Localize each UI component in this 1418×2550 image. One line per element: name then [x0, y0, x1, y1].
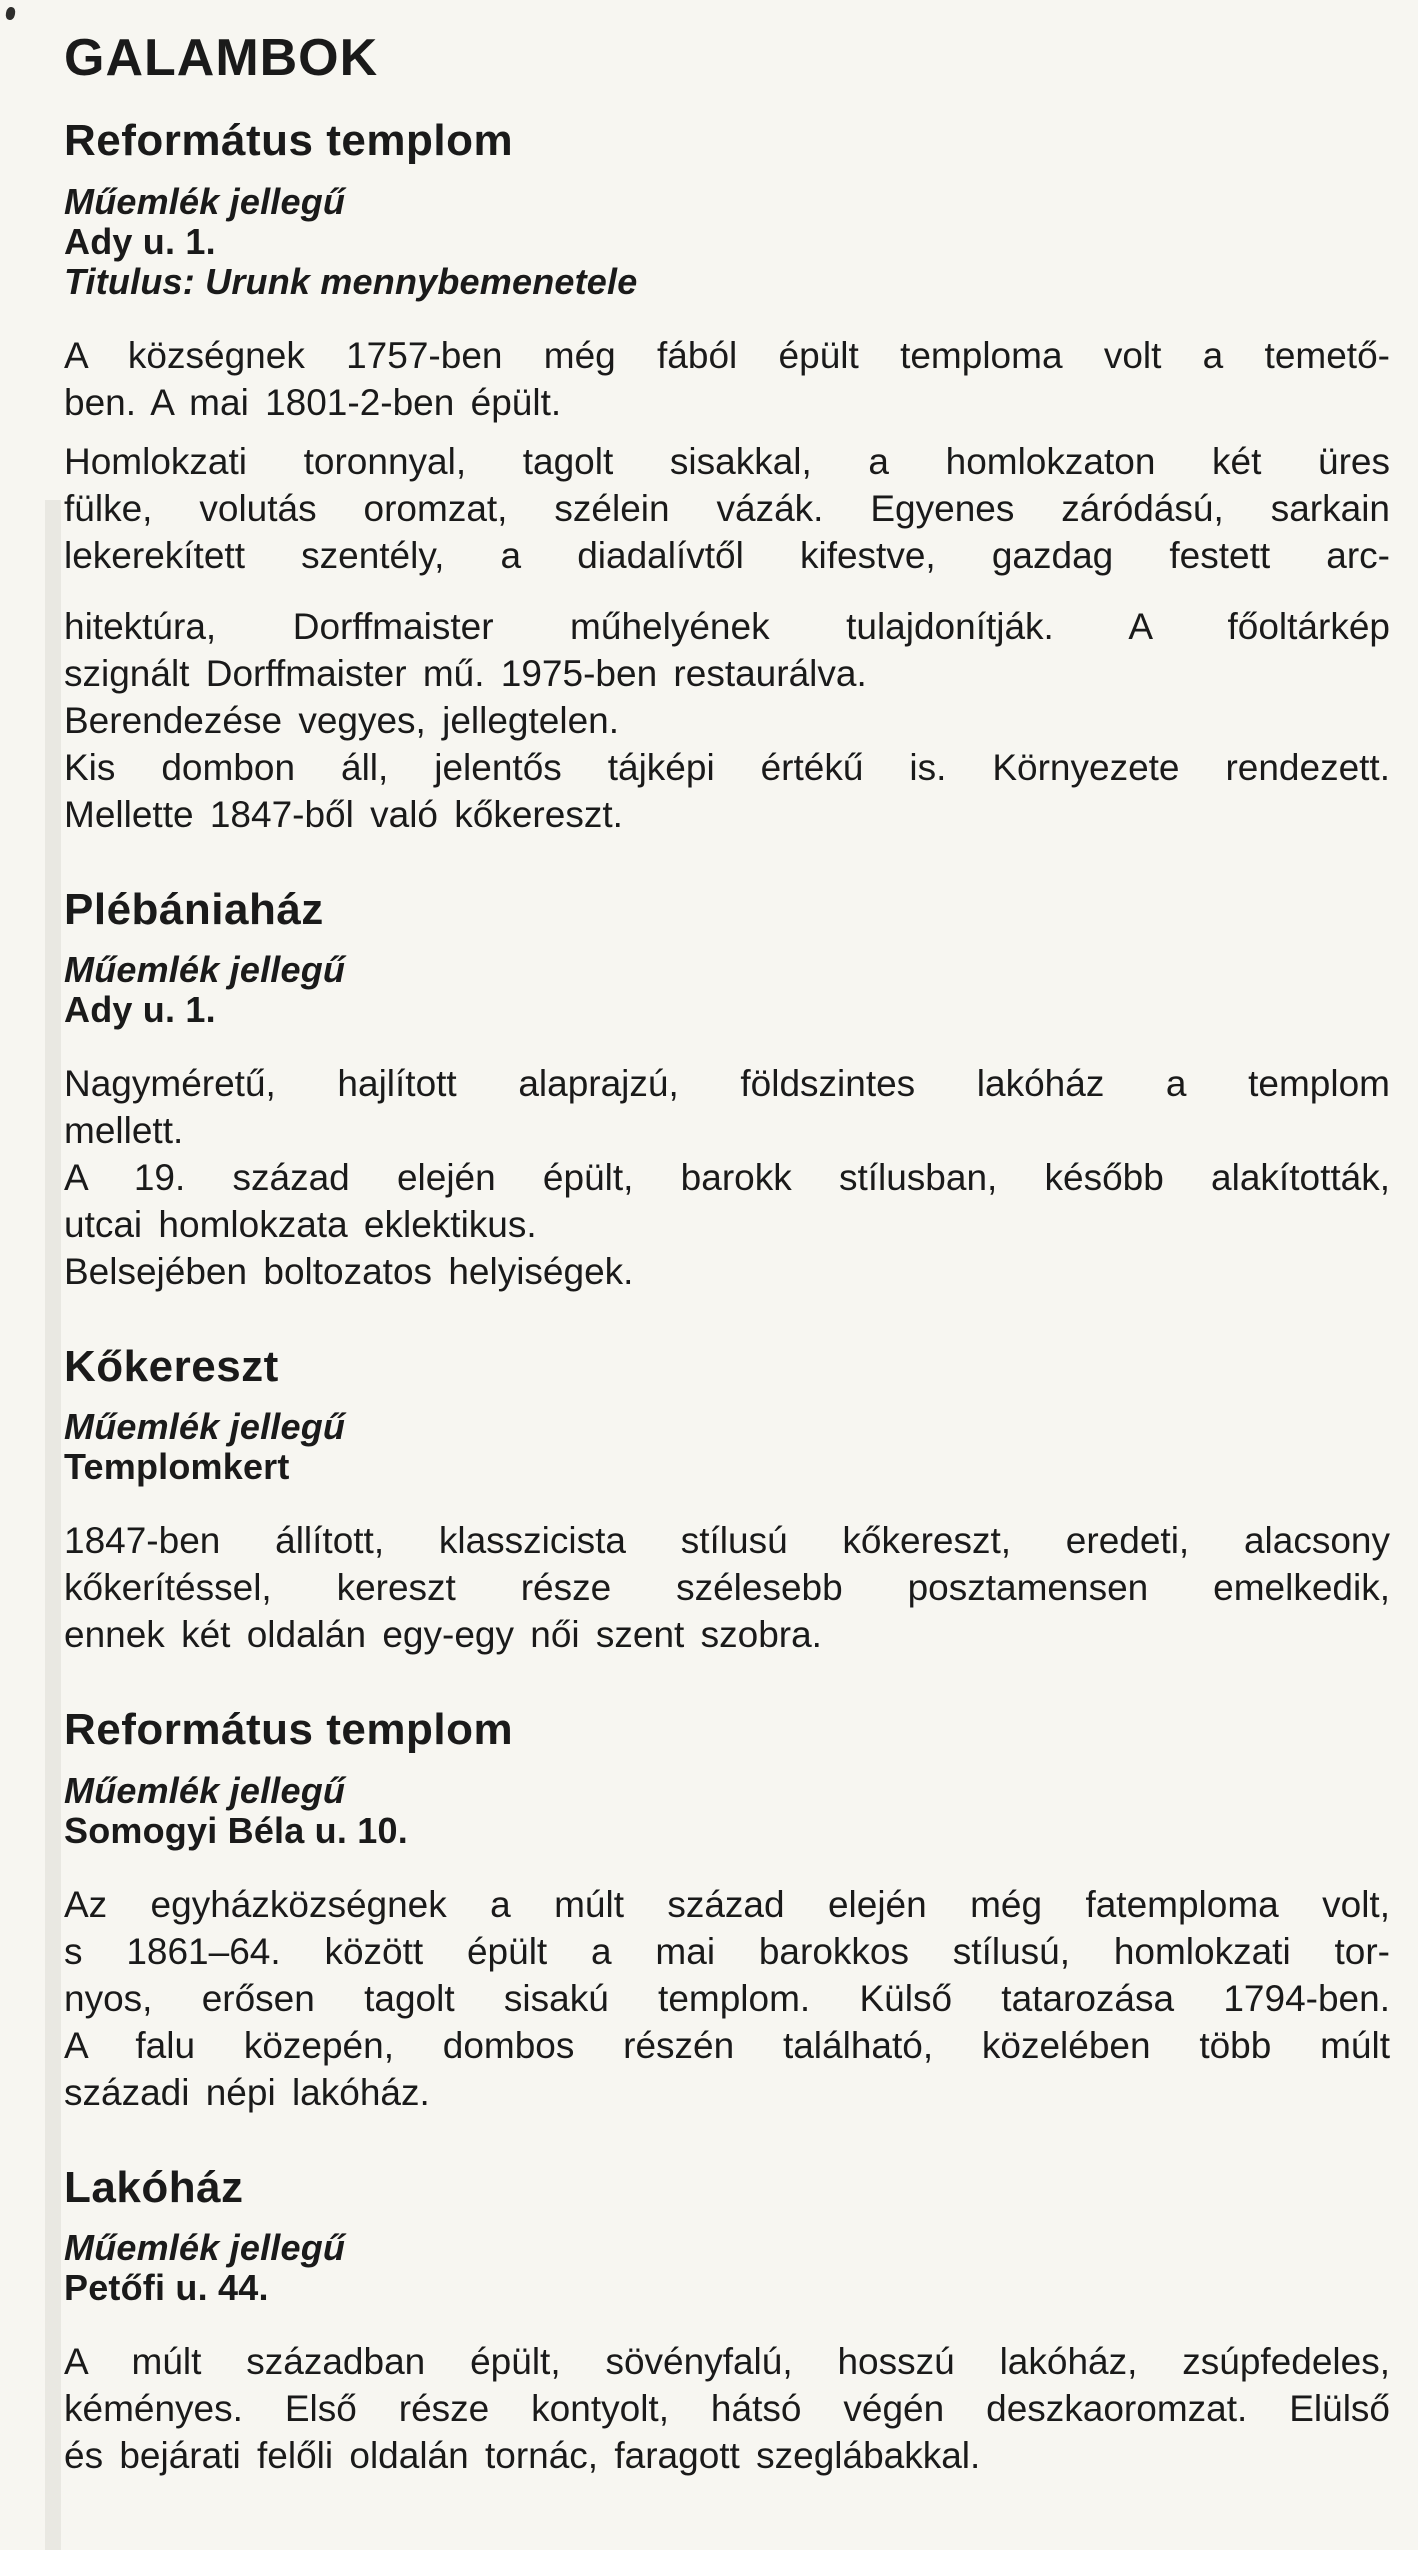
- monument-status: Műemlék jellegű: [64, 1406, 346, 1448]
- text-line: századi népi lakóház.: [64, 2071, 430, 2113]
- text-line: s 1861–64. között épült a mai barokkos stílusú, homlokzati tor-: [64, 1930, 1390, 1972]
- scan-shadow-band: [45, 500, 61, 2550]
- monument-address: Petőfi u. 44.: [64, 2267, 269, 2309]
- page-title: GALAMBOK: [64, 29, 379, 87]
- section-reformatus-templom-2: [64, 1706, 1390, 2115]
- paragraph: [64, 332, 1390, 426]
- monument-address: Ady u. 1.: [64, 988, 216, 1030]
- monument-heading: Plébániaház: [64, 884, 324, 934]
- section-reformatus-templom-1: [64, 117, 1390, 837]
- text-line: kőkerítéssel, kereszt része szélesebb posztamensen emelkedik,: [64, 1567, 1390, 1609]
- text-line: és bejárati felőli oldalán tornác, faragott szeglábakkal.: [64, 2435, 981, 2477]
- monument-status: Műemlék jellegű: [64, 2227, 346, 2269]
- monument-heading: Református templom: [64, 1705, 514, 1755]
- text-line: mellett.: [64, 1109, 184, 1151]
- text-line: A falu közepén, dombos részén található, közelében több múlt: [64, 2024, 1390, 2066]
- text-line: Berendezése vegyes, jellegtelen.: [64, 699, 620, 741]
- monument-status: Műemlék jellegű: [64, 180, 346, 222]
- text-line: ennek két oldalán egy-egy női szent szobra.: [64, 1614, 822, 1656]
- text-line: Kis dombon áll, jelentős tájképi értékű is. Környezete rendezett.: [64, 746, 1390, 788]
- monument-status: Műemlék jellegű: [64, 948, 346, 990]
- paragraph: [64, 1060, 1390, 1295]
- monument-status: Műemlék jellegű: [64, 1769, 346, 1811]
- scan-speck: [5, 6, 17, 21]
- text-line: nyos, erősen tagolt sisakú templom. Külső tatarozása 1794-ben.: [64, 1977, 1390, 2019]
- text-line: 1847-ben állított, klasszicista stílusú kőkereszt, eredeti, alacsony: [64, 1520, 1390, 1562]
- paragraph: [64, 1517, 1390, 1658]
- text-line: szignált Dorffmaister mű. 1975-ben restaurálva.: [64, 652, 867, 694]
- monument-heading: Református templom: [64, 116, 514, 166]
- text-line: Az egyházközségnek a múlt század elején még fatemploma volt,: [64, 1883, 1390, 1925]
- text-line: kéményes. Első része kontyolt, hátsó végén deszkaoromzat. Elülső: [64, 2388, 1390, 2430]
- section-lakohaz: [64, 2164, 1390, 2479]
- text-line: A 19. század elején épült, barokk stílusban, később alakították,: [64, 1156, 1390, 1198]
- paragraph: [64, 1881, 1390, 2116]
- text-line: A múlt században épült, sövényfalú, hosszú lakóház, zsúpfedeles,: [64, 2341, 1390, 2383]
- text-line: A községnek 1757-ben még fából épült temploma volt a temető-: [64, 334, 1390, 376]
- text-line: lekerekített szentély, a diadalívtől kifestve, gazdag festett arc-: [64, 534, 1390, 576]
- text-line: hitektúra, Dorffmaister műhelyének tulajdonítják. A főoltárkép: [64, 605, 1390, 647]
- text-line: Nagyméretű, hajlított alaprajzú, földszintes lakóház a templom: [64, 1062, 1390, 1104]
- text-line: Belsejében boltozatos helyiségek.: [64, 1250, 634, 1292]
- monument-titulus: Titulus: Urunk mennybemenetele: [64, 260, 638, 302]
- section-kokereszt: [64, 1343, 1390, 1658]
- monument-heading: Kőkereszt: [64, 1341, 279, 1391]
- monument-heading: Lakóház: [64, 2162, 244, 2212]
- text-line: utcai homlokzata eklektikus.: [64, 1203, 537, 1245]
- monument-address: Ady u. 1.: [64, 220, 216, 262]
- monument-address: Templomkert: [64, 1446, 290, 1488]
- section-plebaniahaz: [64, 886, 1390, 1295]
- paragraph: [64, 2338, 1390, 2479]
- text-line: fülke, volutás oromzat, szélein vázák. Egyenes záródású, sarkain: [64, 487, 1390, 529]
- text-line: Mellette 1847-ből való kőkereszt.: [64, 793, 623, 835]
- paragraph: [64, 438, 1390, 579]
- text-line: ben. A mai 1801-2-ben épült.: [64, 381, 562, 423]
- monument-address: Somogyi Béla u. 10.: [64, 1809, 408, 1851]
- text-line: Homlokzati toronnyal, tagolt sisakkal, a homlokzaton két üres: [64, 440, 1390, 482]
- paragraph: [64, 603, 1390, 838]
